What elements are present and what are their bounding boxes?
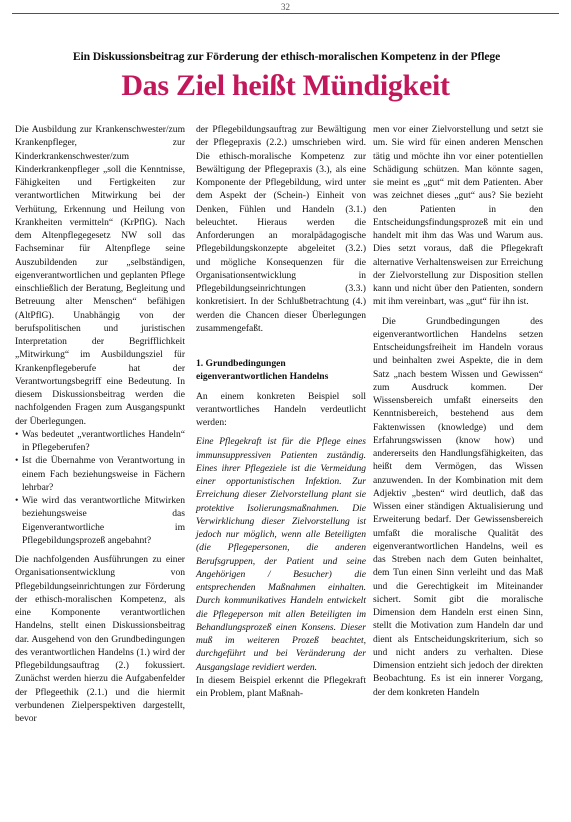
overview-continued: der Pflegebildungsauftrag zur Bewältigung der Pflegepraxis (2.2.) umschrieben wird. Die ethisch-moralische Kompetenz zur Bewältigung der Pflegepraxis (3.), als eine Komponente der Pflegebildung, wird unter dem Aspekt der (Schein-) Einheit von Denken, Fühlen und Handeln (3.1.) beleuchtet. Hieraus werden die Anforderungen an moralpädagogische Pflegebildungskonzepte abgeleitet (3.2.) und mögliche Konsequenzen für die Organisationsentwicklung in Pflegebildungseinrichtungen (3.3.) konkretisiert. In der Schlußbetrachtung (4.) werden die Chancen dieser Überlegungen zusammengefaßt. [196, 124, 366, 334]
question-list [15, 428, 185, 547]
conditions-paragraph: Die Grundbedingungen des eigenverantwortlichen Handelns setzen Entscheidungsfreiheit im Handeln voraus und beinhalten zwei Aspekte, die in dem Satz „nach bestem Wissen und Gewissen“ zum Ausdruck kommen. Der Wissensbereich umfaßt einerseits den Kenntnisbereich, bestehend aus dem Faktenwissen (knowledge) und dem Erfahrungswissen (know how) und andererseits den Handlungsfähigkeiten, das heißt dem Vermögen, das Wissen anzuwenden. In der Kombination mit dem Adjektiv „besten“ wird deutlich, daß das Wissen einer ständigen Aktualisierung und Erweiterung bedarf. Der Gewissensbereich umfaßt die moralische Qualität des eigenverantwortlichen Handelns, weil es das Streben nach dem Guten beinhaltet, dem Tun einen Sinn verleiht und das Maß und die Gerechtigkeit im Miteinander sichert. Somit gibt die moralische Dimension dem Handeln erst einen Sinn, stellt die Motivation zum Handeln dar und dient als Entscheidungskriterium, sich so und nicht anders zu verhalten. Diese Dimension entzieht sich jedoch der direkten Beobachtung. Es ist ein innerer Vorgang, der dem konkreten Handeln [373, 315, 543, 698]
analysis-continued: men vor einer Zielvorstellung und setzt sie um. Sie wird für einen anderen Menschen tätig und möchte ihn vor einer potentiellen Schädigung schützen. Man könnte sagen, sie meint es „gut“ mit dem Patienten. Aber was zeichnet dieses „gut“ aus? Sie bezieht den Patienten in den Entscheidungsfindungsprozeß mit ein und handelt mit ihm das Was und Warum aus. Dies setzt voraus, daß die Pflegekraft alternative Verhaltensweisen zur Erreichung der Zielvorstellung zur Disposition stellen kann und nicht über den Patienten, sondern mit ihm vereinbart, was „gut“ für ihn ist. [373, 124, 543, 308]
section-heading: 1. Grundbedingungen eigenverantwortlichen Handelns [196, 358, 329, 383]
question-item: • Ist die Übernahme von Verantwortung in einem Fach beziehungsweise in Fächern lehrbar? [15, 454, 185, 494]
question-item: • Wie wird das verantwortliche Mitwirken beziehungsweise das Eigenverantwortliche im Pflegebildungsprozeß angebahnt? [15, 494, 185, 547]
intro-paragraph: Die Ausbildung zur Krankenschwester/zum Krankenpfleger, zur Kinderkrankenschwester/zum Kinderkrankenpfleger „soll die Kenntnisse, Fähigkeiten und Fertigkeiten zur verantwortlichen Mitwirkung bei der Verhütung, Erkennung und Heilung von Krankheiten vermitteln“ (KrPflG). Nach dem Altenpflegegesetz NW soll das Fachseminar für Altenpflege seine Auszubildenden zur „selbständigen, eigenverantwortlichen und geplanten Pflege einschließlich der Beratung, Begleitung und Betreuung alter Menschen“ befähigen (AltPflG). Unabhängig von der berufspolitischen und juristischen Interpretation der Begrifflichkeit „Mitwirkung“ im Ausbildungsziel für Krankenpflegeberufe hat der Verantwortungsbegriff eine Bedeutung. In diesem Diskussionsbeitrag werden die nachfolgenden Fragen zum Ausgangspunkt der Überlegungen. [15, 124, 185, 427]
question-item: • Was bedeutet „verantwortliches Handeln“ in Pflegeberufen? [15, 428, 185, 455]
column-1 [15, 123, 185, 725]
column-2 [196, 123, 366, 700]
header-rule [12, 13, 559, 14]
overview-paragraph: Die nachfolgenden Ausführungen zu einer Organisationsentwicklung von Pflegebildungseinrichtungen zur Förderung der ethisch-moralischen Kompetenz, als eine Komponente verantwortlichen Handelns, stellt einen Diskussionsbeitrag dar. Ausgehend von den Grundbedingungen des verantwortlichen Handelns (1.) wird der Pflegebildungsauftrag (2.) fokussiert. Zunächst werden hierzu die Aufgabenfelder der Pflegeethik (2.1.) und die hiermit verbundenen Zielperspektiven dargestellt, bevor [15, 554, 185, 724]
example-text: Eine Pflegekraft ist für die Pflege eines immunsuppressiven Patienten zuständig. Eines ihrer Pflegeziele ist die Vermeidung einer opportunistischen Infektion. Zur Erreichung dieser Zielvorstellung plant sie protektive Isolierungsmaßnahmen. Die Verwirklichung dieser Zielvorstellung ist jedoch nur möglich, wenn alle Beteiligten (die Pflegepersonen, die anderen Berufsgruppen, der Patient und seine Angehörigen / Besucher) die entsprechenden Maßnahmen einhalten. Durch kommunikatives Handeln entwickelt die Pflegeperson mit allen Beteiligten im Behandlungsprozeß einen Konsens. Dieser muß im weiteren Prozeß beachtet, durchgeführt und bei Veränderung der Ausgangslage revidiert werden. [196, 436, 366, 673]
article-title: Das Ziel heißt Mündigkeit [121, 69, 450, 102]
example-intro: An einem konkreten Beispiel soll verantwortliches Handeln verdeutlicht werden: [196, 390, 366, 428]
column-3 [373, 123, 543, 699]
page-number: 32 [281, 2, 290, 12]
article-subtitle: Ein Diskussionsbeitrag zur Förderung der ethisch-moralischen Kompetenz in der Pflege [72, 50, 501, 63]
example-analysis: In diesem Beispiel erkennt die Pflegekraft ein Problem, plant Maßnah- [196, 674, 366, 699]
